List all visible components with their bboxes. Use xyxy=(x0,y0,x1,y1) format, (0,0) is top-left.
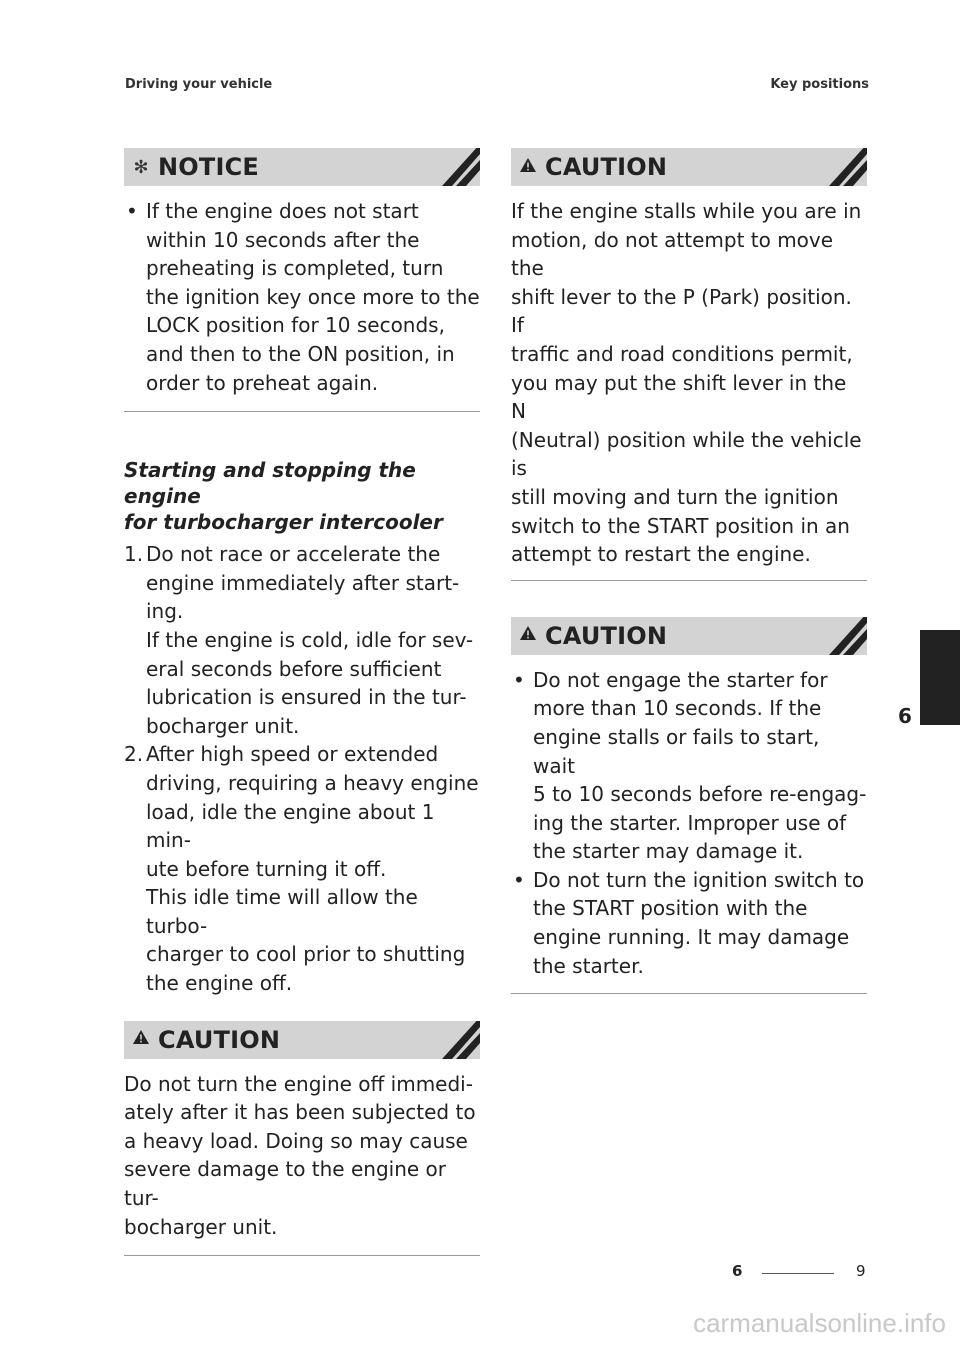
watermark: carmanualsonline.info xyxy=(693,1308,946,1338)
section-title: Starting and stopping the engine for turbocharger intercooler xyxy=(124,458,443,535)
caution-title: CAUTION xyxy=(545,153,668,181)
notice-bullet-item: • If the engine does not start within 10 seconds after the preheating is completed, turn the ignition key once more to the LOCK position for 10 seconds, and then to the ON position, in order to preheat again. xyxy=(126,199,480,395)
notice-bullets xyxy=(124,197,480,397)
chapter-tab-number: 6 xyxy=(898,704,912,728)
warning-triangle-icon xyxy=(517,625,539,646)
caution-bullet-item: • Do not turn the ignition switch to the START position with the engine running. It may damage the starter. xyxy=(513,867,865,978)
notice-title: NOTICE xyxy=(158,153,259,181)
asterisk-icon: ✻ xyxy=(133,156,149,178)
caution-title: CAUTION xyxy=(158,1025,281,1054)
diagonal-stripes-decoration xyxy=(420,148,480,186)
running-header-section: Driving your vehicle xyxy=(125,77,273,92)
diagonal-stripes-decoration xyxy=(807,148,867,186)
step-item: 2. After high speed or extended driving, requiring a heavy engine load, idle the engine about 1 min- ute before turning it off. This idle time will allow the turbo- charger to cool prior to shutting the engine off. xyxy=(124,742,479,996)
running-header-topic: Key positions xyxy=(770,77,869,92)
chapter-tab xyxy=(920,630,960,725)
caution-banner xyxy=(511,617,867,655)
left-column xyxy=(124,148,480,1256)
notice-banner xyxy=(124,148,480,186)
caution-text: Do not turn the engine off immedi- ately after it has been subjected to a heavy load. Doing so may cause severe damage to the engine or tur- bocharger unit. xyxy=(124,1071,476,1239)
right-column xyxy=(511,148,867,994)
step-item: 1. Do not race or accelerate the engine immediately after start- ing. If the engine is cold, idle for sev- eral seconds before sufficient lubrication is ensured in the tur- bocharger unit. xyxy=(124,542,474,738)
caution-banner xyxy=(511,148,867,186)
warning-triangle-icon xyxy=(517,157,539,178)
footer-page-number: 9 xyxy=(856,1262,866,1280)
diagonal-stripes-decoration xyxy=(420,1021,480,1059)
warning-triangle-icon xyxy=(130,1029,152,1050)
caution-banner xyxy=(124,1021,480,1059)
divider xyxy=(124,1255,480,1256)
divider xyxy=(511,993,867,994)
notice-bullet-text: If the engine does not start within 10 seconds after the preheating is completed, turn the ignition key once more to the LOCK position for 10 seconds, and then to the ON position, in order to preheat again. xyxy=(146,199,480,395)
diagonal-stripes-decoration xyxy=(807,617,867,655)
footer-rule xyxy=(762,1273,834,1274)
caution-bullet-item: • Do not engage the starter for more than 10 seconds. If the engine stalls or fails to start, wait 5 to 10 seconds before re-engag- ing the starter. Improper use of the starter may damage it. xyxy=(513,667,867,864)
caution-bullets xyxy=(511,666,867,981)
caution-title: CAUTION xyxy=(545,621,668,650)
caution-text: If the engine stalls while you are in motion, do not attempt to move the shift lever to the P (Park) position. If traffic and road conditions permit, you may put the shift lever in the N (Neutral) position while the vehicle is still moving and turn the ignition switch to the START position in an attempt to restart the engine. xyxy=(511,199,862,567)
footer-chapter-number: 6 xyxy=(732,1262,743,1280)
steps-list xyxy=(124,540,480,998)
